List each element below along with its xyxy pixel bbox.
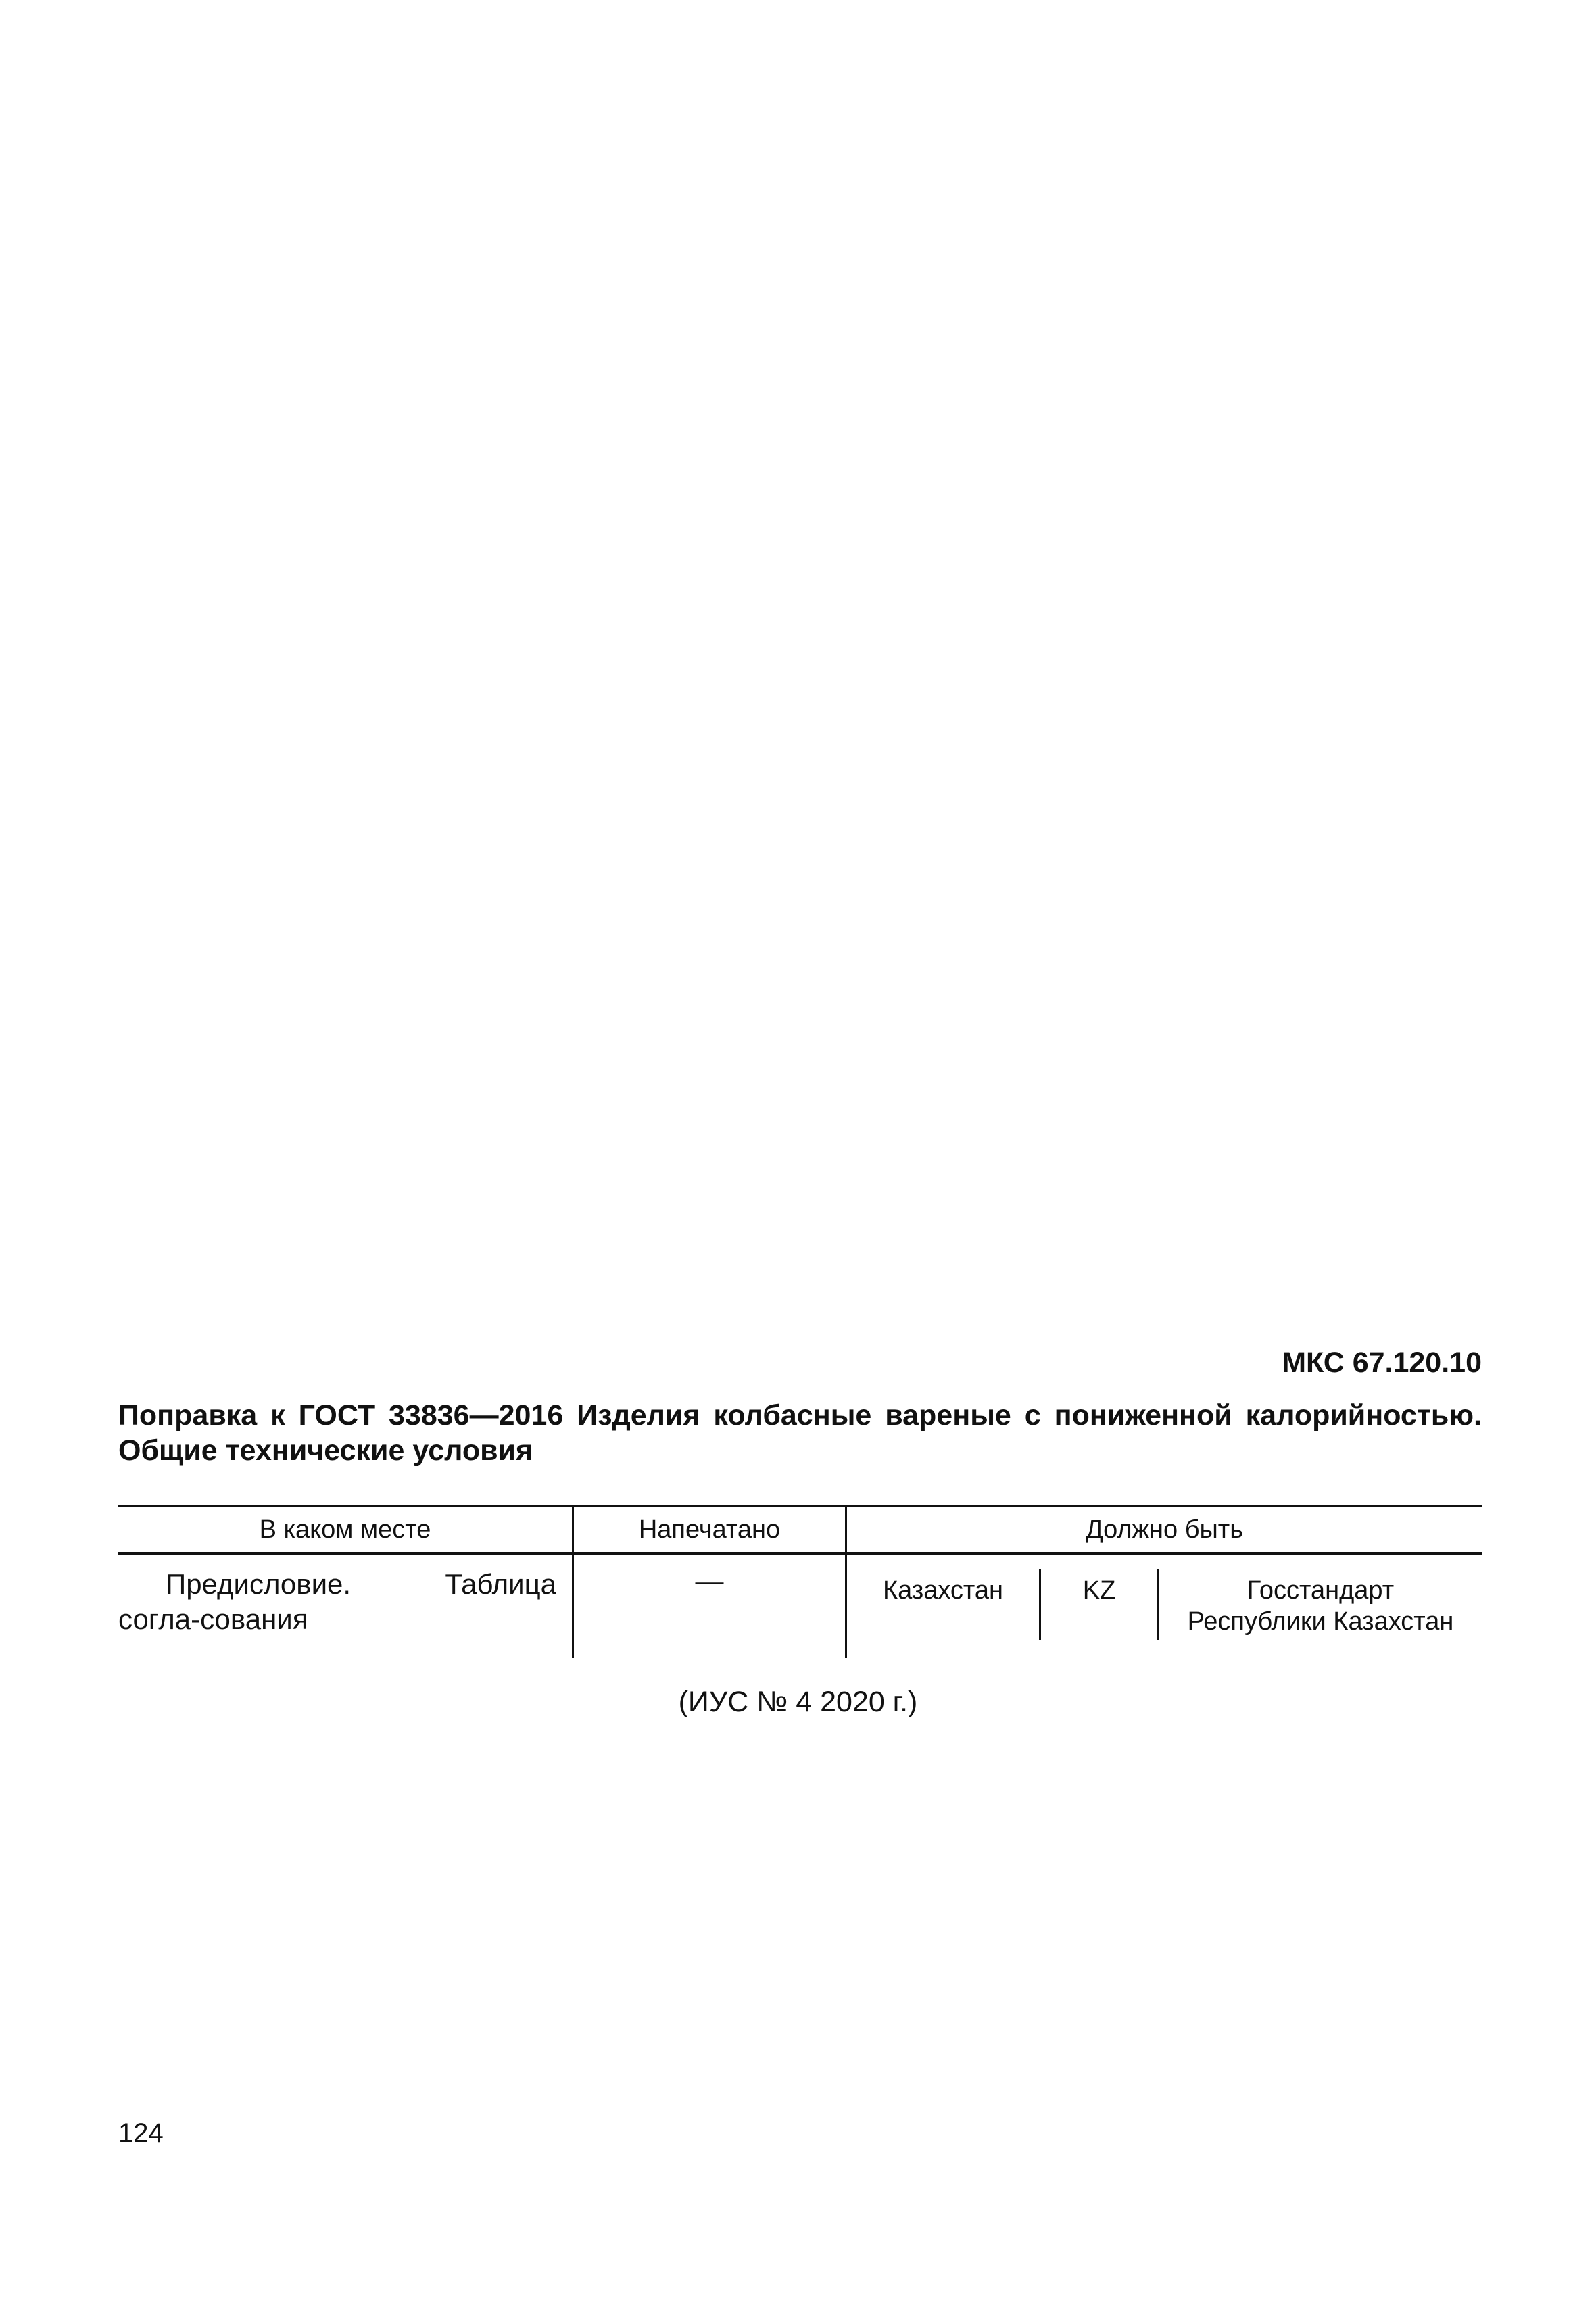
column-header-should-be: Должно быть: [1085, 1515, 1243, 1544]
page-number: 124: [118, 2118, 164, 2148]
table-header-rule: [118, 1552, 1482, 1555]
row-country: Казахстан: [882, 1576, 1004, 1605]
row-standards-body-line2: Республики Казахстан: [1187, 1607, 1454, 1636]
classification-code: МКС 67.120.10: [1282, 1346, 1482, 1379]
row-place: Предисловие. Таблица согла-сования: [118, 1568, 556, 1635]
column-header-place: В каком месте: [259, 1515, 431, 1544]
row-standards-body-line1: Госстандарт: [1247, 1576, 1395, 1605]
table-top-rule: [118, 1505, 1482, 1507]
row-country-code: KZ: [1082, 1576, 1116, 1605]
correction-title: Поправка к ГОСТ 33836—2016 Изделия колбасные вареные с пониженной калорийностью. Общие технические условия: [118, 1399, 1482, 1467]
row-printed-dash: —: [695, 1565, 724, 1597]
column-header-printed: Напечатано: [638, 1515, 781, 1544]
source-note: (ИУС № 4 2020 г.): [678, 1686, 918, 1718]
